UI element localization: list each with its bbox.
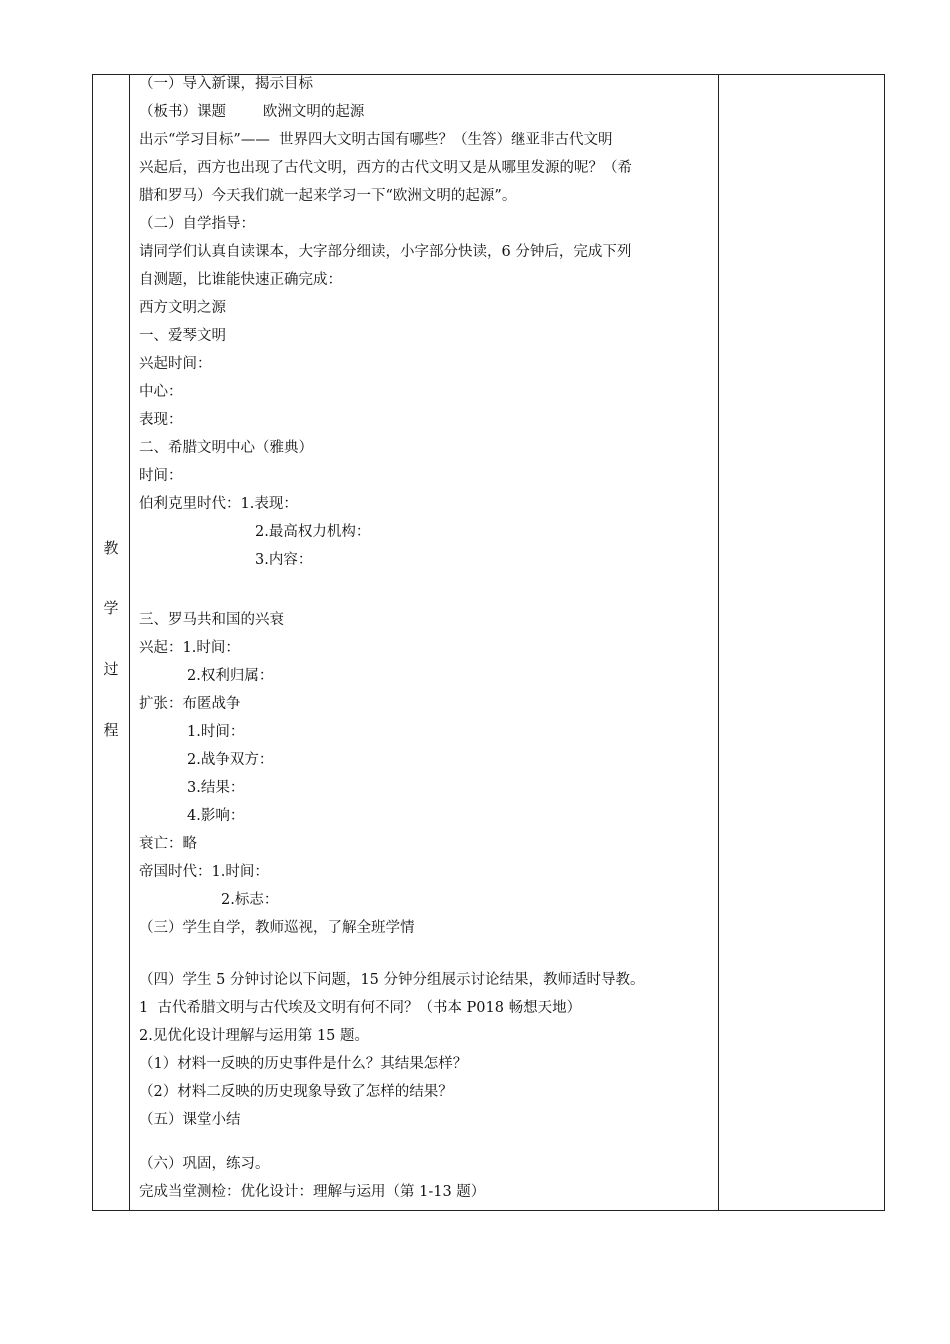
- text-line: 伯利克里时代：1.表现：: [139, 496, 298, 512]
- text-line: 3.内容：: [255, 552, 313, 568]
- text-line: （2）材料二反映的历史现象导致了怎样的结果？: [139, 1084, 453, 1100]
- text-line: 2.最高权力机构：: [255, 524, 371, 540]
- text-line: 中心：: [139, 384, 183, 400]
- column-divider: [718, 75, 719, 1210]
- text-line: 完成当堂测检：优化设计：理解与运用（第 1-13 题）: [139, 1184, 486, 1200]
- text-line: 衰亡：略: [139, 836, 197, 852]
- text-line: 兴起后，西方也出现了古代文明，西方的古代文明又是从哪里发源的呢？（希: [139, 160, 632, 176]
- text-line: 1 古代希腊文明与古代埃及文明有何不同？（书本 P018 畅想天地）: [139, 1000, 582, 1016]
- column-divider: [129, 75, 130, 1210]
- text-line: （四）学生 5 分钟讨论以下问题，15 分钟分组展示讨论结果，教师适时导教。: [139, 972, 645, 988]
- text-line: 表现：: [139, 412, 183, 428]
- text-line: 时间：: [139, 468, 183, 484]
- lesson-table: [92, 74, 885, 1211]
- text-line: 自测题，比谁能快速正确完成：: [139, 272, 342, 288]
- text-line: 2.见优化设计理解与运用第 15 题。: [139, 1028, 370, 1044]
- text-line: 兴起时间：: [139, 356, 212, 372]
- text-line: 兴起：1.时间：: [139, 640, 240, 656]
- text-line: 2.权利归属：: [187, 668, 274, 684]
- text-line: 扩张：布匿战争: [139, 696, 241, 712]
- text-line: 三、罗马共和国的兴衰: [139, 612, 284, 628]
- text-line: 4.影响：: [187, 808, 245, 824]
- text-line: 腊和罗马）今天我们就一起来学习一下“欧洲文明的起源”。: [139, 188, 517, 204]
- section-label-char: 学: [103, 599, 119, 617]
- text-line: 请同学们认真自读课本，大字部分细读，小字部分快读，6 分钟后，完成下列: [139, 244, 632, 260]
- text-line: （二）自学指导：: [139, 216, 255, 232]
- section-label-char: 教: [103, 539, 119, 557]
- text-line: （一）导入新课，揭示目标: [139, 76, 313, 92]
- text-line: 1.时间：: [187, 724, 245, 740]
- text-line: （六）巩固，练习。: [139, 1156, 270, 1172]
- text-line: 3.结果：: [187, 780, 245, 796]
- section-label-char: 程: [103, 721, 119, 739]
- section-label: [93, 75, 129, 1210]
- section-label-char: 过: [103, 660, 119, 678]
- text-line: （五）课堂小结: [139, 1112, 241, 1128]
- text-line: 2.标志：: [221, 892, 279, 908]
- text-line: （三）学生自学，教师巡视，了解全班学情: [139, 920, 415, 936]
- text-line: 二、希腊文明中心（雅典）: [139, 440, 313, 456]
- text-line: （板书）课题 欧洲文明的起源: [139, 104, 365, 120]
- text-line: 出示“学习目标”—— 世界四大文明古国有哪些？（生答）继亚非古代文明: [139, 132, 613, 148]
- text-line: 帝国时代：1.时间：: [139, 864, 269, 880]
- text-line: 2.战争双方：: [187, 752, 274, 768]
- text-line: 西方文明之源: [139, 300, 226, 316]
- text-line: 一、爱琴文明: [139, 328, 226, 344]
- text-line: （1）材料一反映的历史事件是什么？其结果怎样？: [139, 1056, 468, 1072]
